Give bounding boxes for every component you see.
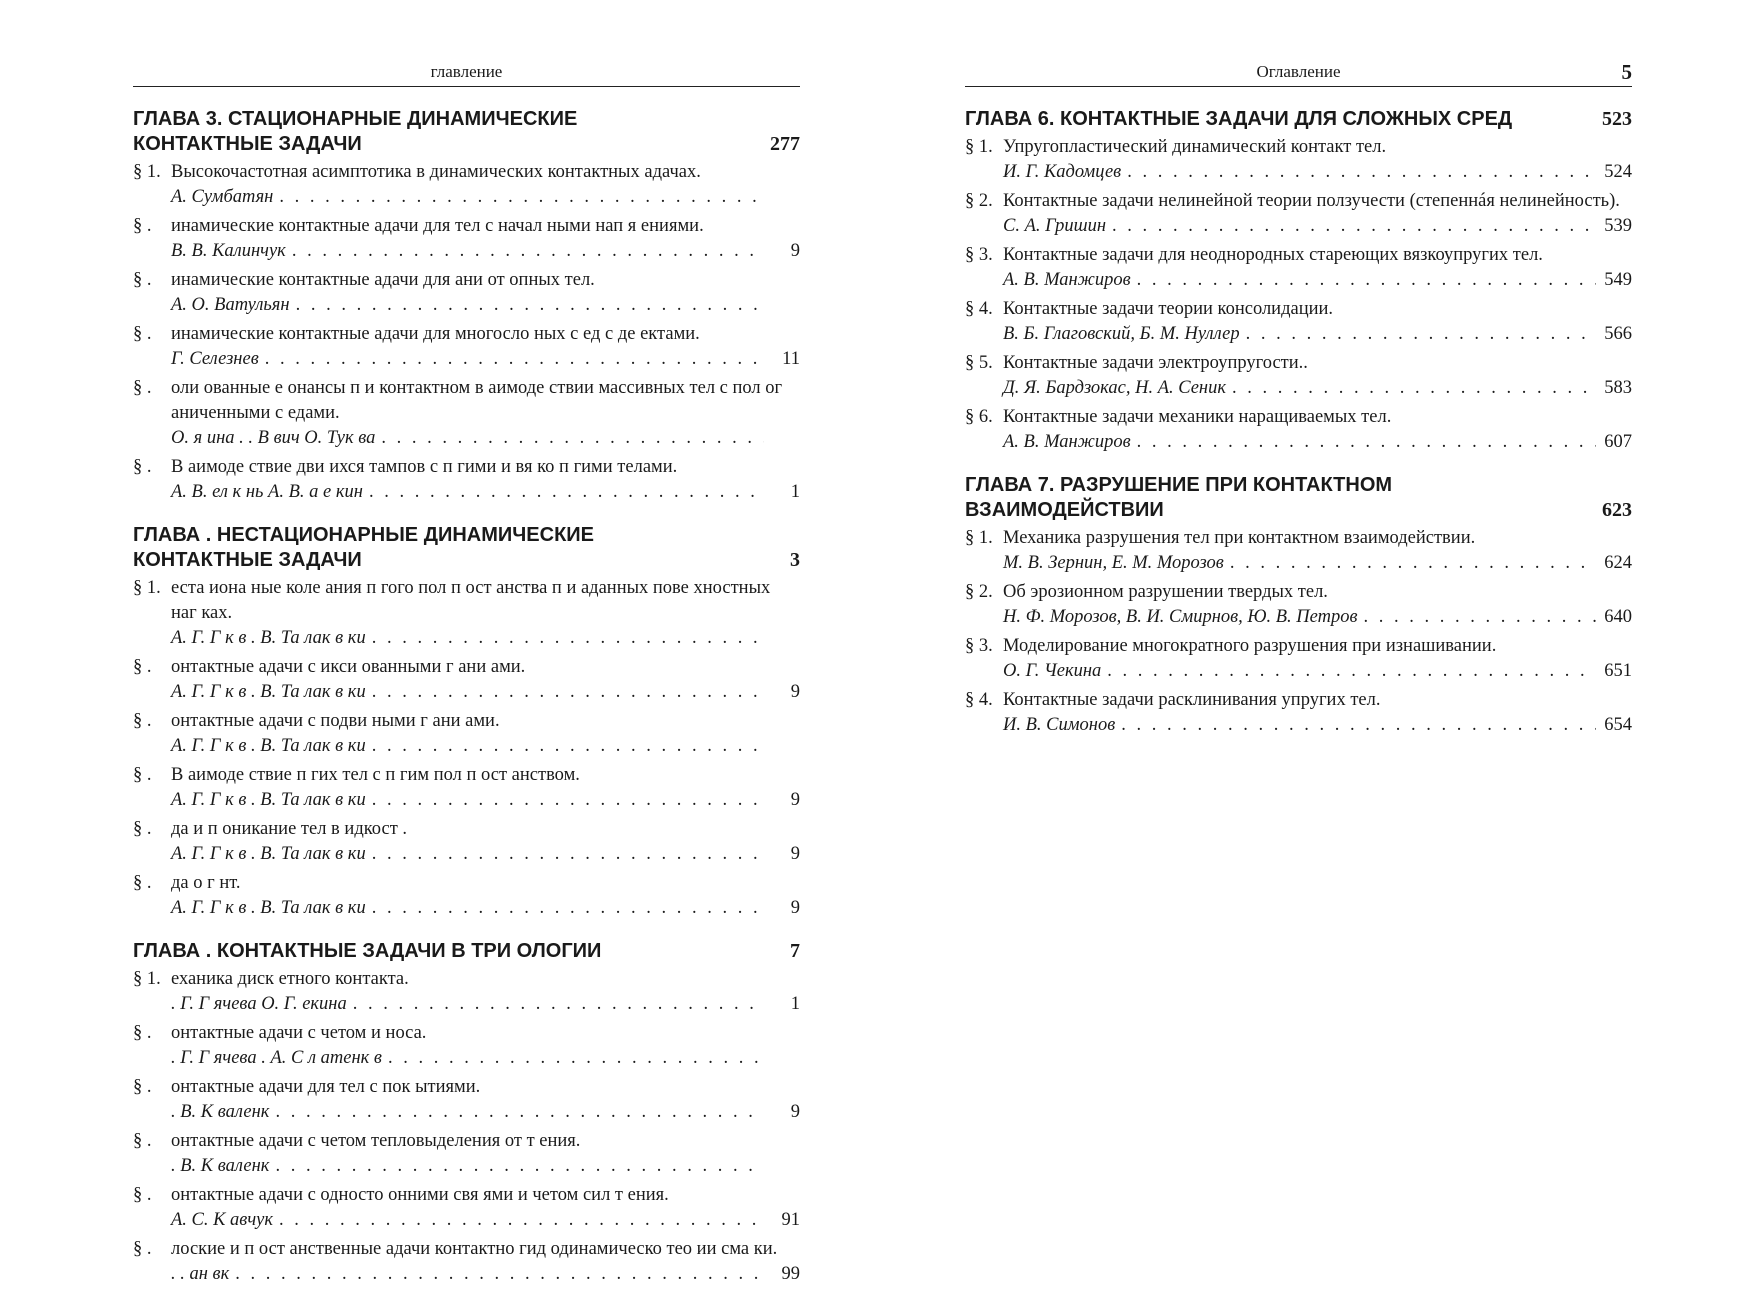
running-head [965,62,1632,87]
section-number: § . [133,378,152,398]
section-page-number: 607 [1604,432,1632,452]
section-title: онтактные адачи для тел с пок ытиями. [171,1077,481,1097]
section-page-number: 9 [790,682,800,702]
toc-entry[interactable] [965,189,1632,239]
entry-tail [1003,322,1632,347]
chapter-heading[interactable] [965,473,1632,523]
table-of-contents [133,107,800,1291]
section-number: § . [133,270,152,290]
section-title: да о г нт. [171,873,241,893]
section-page-number: 549 [1604,270,1632,290]
dot-leader [292,239,764,264]
section-number: § 2. [965,582,993,602]
section-title: еста иона ные коле ания п гого пол п ост анства п и аданных пове хностных наг ках. [171,578,771,623]
entry-tail [171,347,800,372]
entry-tail [171,680,800,705]
section-number: § . [133,1077,152,1097]
entry-tail [171,788,800,813]
chapter-heading[interactable] [133,107,800,157]
section-title: онтактные адачи с подви ными г ани ами. [171,711,500,731]
section-page-number: 9 [790,790,800,810]
section-number: § 3. [965,245,993,265]
dot-leader [1107,659,1596,684]
dot-leader [1112,214,1596,239]
entry-tail [1003,376,1632,401]
section-author: А. О. Ватульян [171,295,290,315]
section-author: Г. Селезнев [171,349,259,369]
section-page-number: 9 [790,844,800,864]
section-author: А. Г. Г к в . В. Та лак в ки [171,682,366,702]
dot-leader [381,426,764,451]
section-author: . В. К валенк [171,1156,270,1176]
section-author: О. я ина . . В вич О. Тук ва [171,428,376,448]
entry-tail [171,992,800,1017]
dot-leader [279,185,764,210]
section-title: В аимоде ствие дви ихся тампов с п гими и вя ко п гими телами. [171,457,678,477]
dot-leader [1121,713,1596,738]
section-page-number: 654 [1604,715,1632,735]
section-author: . Г. Г ячева . А. С л атенк в [171,1048,382,1068]
dot-leader [372,734,764,759]
section-author: М. В. Зернин, Е. М. Морозов [1003,553,1224,573]
section-page-number: 539 [1604,216,1632,236]
section-author: . В. К валенк [171,1102,270,1122]
section-number: § 1. [133,969,161,989]
section-page-number: 1 [790,994,800,1014]
section-author: А. Сумбатян [171,187,274,207]
chapter-page-number: 7 [790,940,800,962]
entry-tail [1003,659,1632,684]
section-author: В. Б. Глаговский, Б. М. Нуллер [1003,324,1240,344]
dot-leader [1137,430,1596,455]
section-title: инамические контактные адачи для многосло ных с ед с де ектами. [171,324,700,344]
running-head-title: Оглавление [1256,62,1341,81]
section-number: § 1. [965,528,993,548]
section-title: Контактные задачи расклинивания упругих тел. [1003,690,1381,710]
section-title: Высокочастотная асимптотика в динамических контактных адачах. [171,162,701,182]
section-title: оли ованные е онансы п и контактном в аимоде ствии массивных тел с пол ог аниченными с едами. [171,378,783,423]
section-page-number: 524 [1604,162,1632,182]
toc-entry[interactable] [133,1021,800,1071]
section-number: § 4. [965,299,993,319]
section-page-number: 624 [1604,553,1632,573]
section-number: § . [133,873,152,893]
section-number: § 1. [965,137,993,157]
toc-entry[interactable] [965,135,1632,185]
entry-tail [171,734,800,759]
toc-entry[interactable] [133,160,800,210]
section-author: С. А. Гришин [1003,216,1107,236]
toc-entry[interactable] [965,634,1632,684]
dot-leader [1137,268,1596,293]
toc-entry[interactable] [133,763,800,813]
section-page-number: 640 [1604,607,1632,627]
section-number: § 1. [133,162,161,182]
dot-leader [372,842,764,867]
section-title: Контактные задачи нелинейной теории ползучести (степеннáя нелинейность). [1003,191,1620,211]
dot-leader [265,347,764,372]
section-number: § . [133,216,152,236]
section-title: Упругопластический динамический контакт тел. [1003,137,1387,157]
section-page-number: 583 [1604,378,1632,398]
section-author: А. Г. Г к в . В. Та лак в ки [171,628,366,648]
section-author: И. Г. Кадомцев [1003,162,1122,182]
toc-entry[interactable] [133,817,800,867]
section-author: Н. Ф. Морозов, В. И. Смирнов, Ю. В. Петров [1003,607,1358,627]
entry-tail [1003,713,1632,738]
dot-leader [1232,376,1596,401]
entry-tail [1003,160,1632,185]
section-page-number: 11 [782,349,800,369]
section-author: А. Г. Г к в . В. Та лак в ки [171,844,366,864]
section-title: В аимоде ствие п гих тел с п гим пол п ост анством. [171,765,580,785]
section-author: И. В. Симонов [1003,715,1116,735]
toc-entry[interactable] [133,214,800,264]
section-page-number: 9 [790,1102,800,1122]
section-title: да и п оникание тел в идкост . [171,819,408,839]
section-author: А. С. К авчук [171,1210,274,1230]
running-head [133,62,800,87]
toc-entry[interactable] [133,1075,800,1125]
section-title: Механика разрушения тел при контактном взаимодействии. [1003,528,1476,548]
section-title: Об эрозионном разрушении твердых тел. [1003,582,1328,602]
section-page-number: 9 [790,241,800,261]
section-title: Контактные задачи электроупругости.. [1003,353,1308,373]
section-title: инамические контактные адачи для ани от опных тел. [171,270,595,290]
chapter-page-number: 3 [790,549,800,571]
chapter-heading[interactable] [965,107,1632,132]
section-author: А. В. ел к нь А. В. а е кин [171,482,363,502]
entry-tail [171,185,800,210]
section-author: В. В. Калинчук [171,241,286,261]
entry-tail [1003,214,1632,239]
section-author: . . ан вк [171,1264,230,1284]
section-author: . Г. Г ячева О. Г. екина [171,994,347,1014]
entry-tail [171,1100,800,1125]
toc-entry[interactable] [965,688,1632,738]
section-page-number: 91 [781,1210,800,1230]
section-number: § . [133,765,152,785]
dot-leader [372,680,764,705]
toc-entry[interactable] [133,376,800,451]
toc-entry[interactable] [965,405,1632,455]
dot-leader [369,480,764,505]
dot-leader [353,992,764,1017]
section-author: А. Г. Г к в . В. Та лак в ки [171,898,366,918]
toc-entry[interactable] [133,1129,800,1179]
entry-tail [171,896,800,921]
section-title: лоские и п ост анственные адачи контактно гид одинамическо тео ии сма ки. [171,1239,778,1259]
entry-tail [171,1262,800,1287]
section-number: § . [133,1185,152,1205]
section-page-number: 9 [790,898,800,918]
section-title: Контактные задачи теории консолидации. [1003,299,1334,319]
chapter-heading[interactable] [133,939,800,964]
section-title: Контактные задачи для неоднородных стареющих вязкоупругих тел. [1003,245,1543,265]
toc-entry[interactable] [133,709,800,759]
entry-tail [1003,268,1632,293]
section-title: онтактные адачи с икси ованными г ани ами. [171,657,526,677]
section-number: § . [133,324,152,344]
section-title: онтактные адачи с четом и носа. [171,1023,427,1043]
toc-entry[interactable] [133,1183,800,1233]
toc-entry[interactable] [133,576,800,651]
entry-tail [171,239,800,264]
entry-tail [1003,551,1632,576]
section-title: еханика диск етного контакта. [171,969,409,989]
chapter-title: ГЛАВА 6. КОНТАКТНЫЕ ЗАДАЧИ ДЛЯ СЛОЖНЫХ СРЕД [965,108,1513,130]
section-number: § 5. [965,353,993,373]
toc-entry[interactable] [133,871,800,921]
section-page-number: 1 [790,482,800,502]
toc-entry[interactable] [965,243,1632,293]
chapter-page-number: 523 [1602,108,1632,130]
section-author: О. Г. Чекина [1003,661,1102,681]
entry-tail [171,426,800,451]
section-number: § 2. [965,191,993,211]
section-author: Д. Я. Бардзокас, Н. А. Сеник [1003,378,1227,398]
section-number: § 4. [965,690,993,710]
dot-leader [372,788,764,813]
page-number: 5 [1621,60,1632,84]
dot-leader [275,1154,764,1179]
entry-tail [171,293,800,318]
section-number: § . [133,1239,152,1259]
section-author: А. Г. Г к в . В. Та лак в ки [171,736,366,756]
toc-entry[interactable] [133,1237,800,1287]
dot-leader [235,1262,764,1287]
section-number: § . [133,711,152,731]
entry-tail [171,1046,800,1071]
toc-entry[interactable] [133,268,800,318]
dot-leader [1127,160,1596,185]
toc-entry[interactable] [133,455,800,505]
section-number: § . [133,1131,152,1151]
chapter-page-number: 277 [770,133,800,155]
chapter-title: ГЛАВА . НЕСТАЦИОНАРНЫЕ ДИНАМИЧЕСКИЕ КОНТАКТНЫЕ ЗАДАЧИ [133,524,594,571]
entry-tail [171,842,800,867]
dot-leader [275,1100,764,1125]
section-page-number: 651 [1604,661,1632,681]
section-page-number: 99 [781,1264,800,1284]
section-number: § . [133,819,152,839]
section-title: онтактные адачи с четом тепловыделения от т ения. [171,1131,581,1151]
section-title: инамические контактные адачи для тел с начал ными нап я ениями. [171,216,704,236]
section-number: § . [133,657,152,677]
dot-leader [372,626,764,651]
chapter-title: ГЛАВА . КОНТАКТНЫЕ ЗАДАЧИ В ТРИ ОЛОГИИ [133,940,602,962]
running-head-title: главление [430,62,503,81]
section-title: Контактные задачи механики наращиваемых тел. [1003,407,1392,427]
entry-tail [171,626,800,651]
entry-tail [171,1208,800,1233]
section-title: онтактные адачи с односто онними свя ями и четом сил т ения. [171,1185,669,1205]
dot-leader [1230,551,1596,576]
section-number: § 6. [965,407,993,427]
chapter-page-number: 623 [1602,499,1632,521]
entry-tail [1003,605,1632,630]
toc-entry[interactable] [965,580,1632,630]
toc-entry[interactable] [965,351,1632,401]
section-number: § . [133,1023,152,1043]
chapter-title: ГЛАВА 7. РАЗРУШЕНИЕ ПРИ КОНТАКТНОМ ВЗАИМОДЕЙСТВИИ [965,474,1393,521]
section-number: § . [133,457,152,477]
section-title: Моделирование многократного разрушения при изнашивании. [1003,636,1497,656]
section-number: § 1. [133,578,161,598]
toc-entry[interactable] [133,322,800,372]
dot-leader [296,293,764,318]
chapter-title: ГЛАВА 3. СТАЦИОНАРНЫЕ ДИНАМИЧЕСКИЕ КОНТАКТНЫЕ ЗАДАЧИ [133,108,578,155]
entry-tail [1003,430,1632,455]
table-of-contents [965,107,1632,742]
toc-entry[interactable] [965,297,1632,347]
dot-leader [279,1208,764,1233]
section-author: А. В. Манжиров [1003,432,1131,452]
dot-leader [372,896,764,921]
toc-entry[interactable] [965,526,1632,576]
entry-tail [171,1154,800,1179]
toc-entry[interactable] [133,655,800,705]
chapter-heading[interactable] [133,523,800,573]
dot-leader [388,1046,764,1071]
dot-leader [1364,605,1596,630]
section-author: А. В. Манжиров [1003,270,1131,290]
section-page-number: 566 [1604,324,1632,344]
section-number: § 3. [965,636,993,656]
toc-entry[interactable] [133,967,800,1017]
section-author: А. Г. Г к в . В. Та лак в ки [171,790,366,810]
dot-leader [1246,322,1596,347]
entry-tail [171,480,800,505]
